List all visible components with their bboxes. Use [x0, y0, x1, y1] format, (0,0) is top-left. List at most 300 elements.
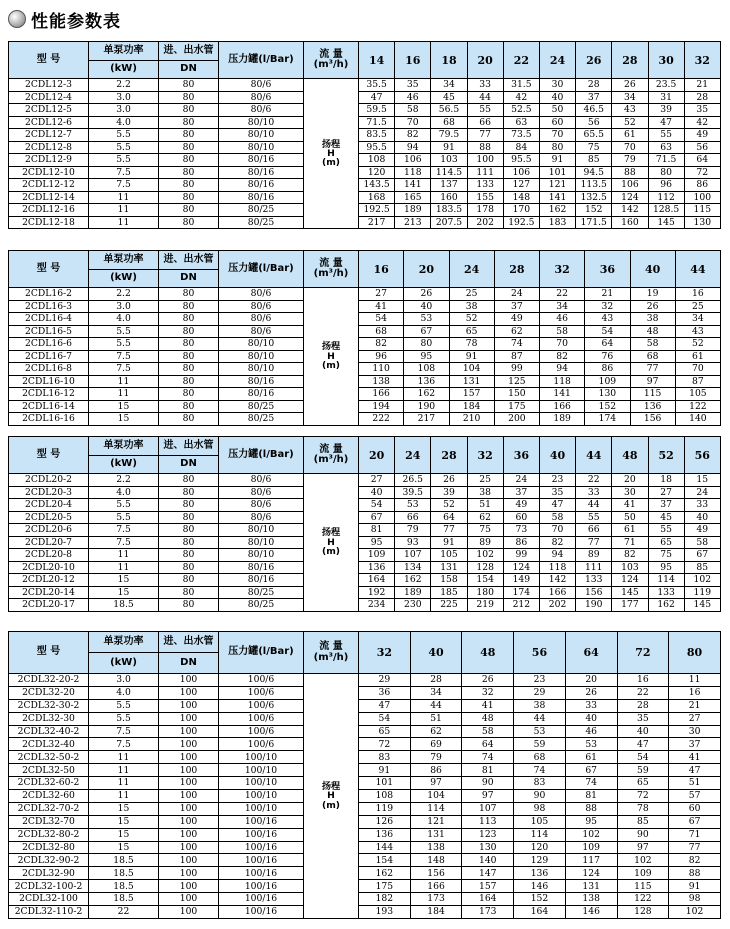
tank-cell: 80/16	[219, 166, 304, 179]
tank-cell: 80/10	[219, 524, 304, 537]
head-value-cell: 22	[540, 288, 585, 301]
head-value-cell: 54	[359, 712, 411, 725]
head-value-cell: 124	[565, 867, 617, 880]
power-cell: 5.5	[89, 129, 159, 142]
head-value-cell: 150	[494, 388, 539, 401]
head-value-cell: 67	[669, 815, 721, 828]
tank-cell: 80/25	[219, 586, 304, 599]
head-value-cell: 72	[359, 738, 411, 751]
head-value-cell: 29	[359, 674, 411, 687]
head-value-cell: 52	[431, 499, 467, 512]
head-value-cell: 51	[669, 777, 721, 790]
head-value-cell: 119	[359, 802, 411, 815]
model-cell: 2CDL16-14	[9, 400, 89, 413]
head-value-cell: 86	[585, 363, 630, 376]
dn-cell: 80	[159, 388, 219, 401]
flow-value: 24	[539, 42, 575, 79]
tank-cell: 80/6	[219, 486, 304, 499]
head-value-cell: 28	[684, 91, 720, 104]
flow-value: 14	[359, 42, 395, 79]
head-value-cell: 38	[514, 699, 566, 712]
head-value-cell: 124	[503, 561, 539, 574]
head-value-cell: 70	[675, 363, 720, 376]
head-value-cell: 166	[359, 388, 404, 401]
head-value-cell: 138	[359, 375, 404, 388]
flow-value: 28	[612, 42, 648, 79]
head-value-cell: 43	[585, 313, 630, 326]
head-value-cell: 28	[410, 674, 462, 687]
head-value-cell: 173	[462, 906, 514, 919]
header-pipe-unit: DN	[159, 653, 219, 674]
head-value-cell: 57	[669, 790, 721, 803]
dn-cell: 80	[159, 288, 219, 301]
head-value-cell: 56	[576, 116, 612, 129]
tank-cell: 80/6	[219, 313, 304, 326]
head-value-cell: 40	[617, 725, 669, 738]
head-value-cell: 75	[576, 141, 612, 154]
head-value-cell: 53	[514, 725, 566, 738]
flow-value: 40	[410, 632, 462, 674]
head-value-cell: 111	[576, 561, 612, 574]
head-value-cell: 102	[617, 854, 669, 867]
table-row	[9, 154, 721, 167]
head-symbol: H	[327, 147, 335, 159]
head-value-cell: 166	[539, 586, 575, 599]
head-value-cell: 114	[514, 828, 566, 841]
head-value-cell: 103	[612, 561, 648, 574]
head-value-cell: 145	[684, 599, 720, 612]
head-value-cell: 100	[684, 191, 720, 204]
dn-cell: 100	[159, 906, 219, 919]
flow-value: 20	[404, 251, 449, 288]
head-value-cell: 174	[503, 586, 539, 599]
head-value-cell: 58	[462, 725, 514, 738]
head-value-cell: 82	[359, 338, 404, 351]
head-value-cell: 89	[467, 536, 503, 549]
table-row	[9, 764, 721, 777]
head-value-cell: 29	[514, 686, 566, 699]
page-title: 性能参数表	[31, 11, 121, 32]
head-value-cell: 32	[585, 300, 630, 313]
head-value-cell: 152	[514, 893, 566, 906]
table-row	[9, 191, 721, 204]
head-value-cell: 47	[359, 91, 395, 104]
head-value-cell: 35	[539, 486, 575, 499]
head-symbol: H	[327, 536, 335, 548]
head-value-cell: 157	[449, 388, 494, 401]
head-value-cell: 136	[359, 561, 395, 574]
table-row	[9, 777, 721, 790]
header-tank: 压力罐(l/Bar)	[219, 632, 304, 674]
flow-value: 32	[467, 437, 503, 474]
power-cell: 15	[89, 574, 159, 587]
flow-value: 36	[585, 251, 630, 288]
power-cell: 7.5	[89, 524, 159, 537]
dn-cell: 80	[159, 179, 219, 192]
head-value-cell: 62	[410, 725, 462, 738]
header-power: 单泵功率	[89, 437, 159, 456]
head-value-cell: 102	[669, 906, 721, 919]
dn-cell: 80	[159, 79, 219, 92]
table-row	[9, 599, 721, 612]
head-value-cell: 68	[630, 350, 675, 363]
header-flow-label: 流 量	[319, 48, 343, 60]
header-flow-unit: (m³/h)	[313, 651, 349, 663]
head-value-cell: 56	[684, 141, 720, 154]
tank-cell: 100/10	[219, 764, 304, 777]
head-value-cell: 27	[359, 288, 404, 301]
power-cell: 7.5	[89, 179, 159, 192]
table-row	[9, 486, 721, 499]
head-value-cell: 38	[630, 313, 675, 326]
flow-value: 32	[684, 42, 720, 79]
head-value-cell: 65	[648, 536, 684, 549]
dn-cell: 100	[159, 738, 219, 751]
power-cell: 15	[89, 400, 159, 413]
dn-cell: 100	[159, 751, 219, 764]
head-value-cell: 95	[648, 561, 684, 574]
head-value-cell: 145	[612, 586, 648, 599]
head-value-cell: 53	[404, 313, 449, 326]
dn-cell: 80	[159, 166, 219, 179]
head-value-cell: 185	[431, 586, 467, 599]
model-cell: 2CDL20-14	[9, 586, 89, 599]
model-cell: 2CDL12-4	[9, 91, 89, 104]
section-header	[8, 4, 121, 34]
head-value-cell: 84	[503, 141, 539, 154]
head-value-cell: 189	[540, 413, 585, 426]
head-value-cell: 70	[539, 524, 575, 537]
head-value-cell: 34	[540, 300, 585, 313]
head-value-cell: 70	[540, 338, 585, 351]
flow-value: 20	[467, 42, 503, 79]
power-cell: 11	[89, 561, 159, 574]
head-value-cell: 225	[431, 599, 467, 612]
head-value-cell: 136	[404, 375, 449, 388]
tank-cell: 80/10	[219, 129, 304, 142]
head-value-cell: 95	[565, 815, 617, 828]
head-value-cell: 128	[467, 561, 503, 574]
head-value-cell: 50	[612, 511, 648, 524]
head-value-cell: 36	[359, 686, 411, 699]
power-cell: 4.0	[89, 313, 159, 326]
head-value-cell: 40	[359, 486, 395, 499]
head-value-cell: 96	[359, 350, 404, 363]
tank-cell: 80/6	[219, 474, 304, 487]
model-cell: 2CDL16-2	[9, 288, 89, 301]
head-value-cell: 156	[576, 586, 612, 599]
header-flow-unit: (m³/h)	[313, 59, 349, 70]
head-value-cell: 26	[630, 300, 675, 313]
head-value-cell: 98	[669, 893, 721, 906]
head-value-cell: 35.5	[359, 79, 395, 92]
tank-cell: 100/10	[219, 777, 304, 790]
head-value-cell: 112	[648, 191, 684, 204]
dn-cell: 100	[159, 828, 219, 841]
head-value-cell: 76	[585, 350, 630, 363]
flow-value: 20	[359, 437, 395, 474]
head-value-cell: 165	[395, 191, 431, 204]
head-value-cell: 219	[467, 599, 503, 612]
head-value-cell: 107	[395, 549, 431, 562]
head-value-cell: 52	[675, 338, 720, 351]
tank-cell: 100/16	[219, 906, 304, 919]
table-row	[9, 166, 721, 179]
head-value-cell: 43	[675, 325, 720, 338]
table-row	[9, 116, 721, 129]
head-value-cell: 83.5	[359, 129, 395, 142]
head-unit: (m)	[322, 545, 340, 557]
model-cell: 2CDL32-40-2	[9, 725, 89, 738]
head-value-cell: 39.5	[395, 486, 431, 499]
head-value-cell: 33	[467, 79, 503, 92]
head-value-cell: 34	[431, 79, 467, 92]
head-value-cell: 83	[359, 751, 411, 764]
header-flow-label: 流 量	[319, 641, 343, 652]
table-row	[9, 738, 721, 751]
head-value-cell: 152	[585, 400, 630, 413]
model-cell: 2CDL20-3	[9, 486, 89, 499]
head-value-cell: 160	[612, 216, 648, 229]
head-value-cell: 51	[410, 712, 462, 725]
model-cell: 2CDL16-8	[9, 363, 89, 376]
table-row	[9, 790, 721, 803]
head-value-cell: 37	[648, 499, 684, 512]
dn-cell: 80	[159, 104, 219, 117]
head-value-cell: 59.5	[359, 104, 395, 117]
head-value-cell: 26	[565, 686, 617, 699]
model-cell: 2CDL20-8	[9, 549, 89, 562]
dn-cell: 80	[159, 129, 219, 142]
head-value-cell: 49	[503, 499, 539, 512]
header-flow	[304, 437, 359, 474]
head-value-cell: 75	[467, 524, 503, 537]
performance-table-cdl16	[8, 250, 721, 426]
head-value-cell: 39	[648, 104, 684, 117]
table-row	[9, 511, 721, 524]
dn-cell: 100	[159, 674, 219, 687]
head-value-cell: 131	[565, 880, 617, 893]
head-value-cell: 52	[612, 116, 648, 129]
model-cell: 2CDL32-30-2	[9, 699, 89, 712]
table-row	[9, 325, 721, 338]
power-cell: 7.5	[89, 536, 159, 549]
head-value-cell: 200	[494, 413, 539, 426]
tank-cell: 80/16	[219, 154, 304, 167]
head-value-cell: 27	[648, 486, 684, 499]
head-value-cell: 77	[431, 524, 467, 537]
flow-value: 44	[576, 437, 612, 474]
tank-cell: 80/6	[219, 511, 304, 524]
head-value-cell: 100	[467, 154, 503, 167]
head-value-cell: 44	[410, 699, 462, 712]
model-cell: 2CDL32-40	[9, 738, 89, 751]
head-value-cell: 133	[648, 586, 684, 599]
model-cell: 2CDL16-12	[9, 388, 89, 401]
head-value-cell: 121	[410, 815, 462, 828]
dn-cell: 100	[159, 764, 219, 777]
head-value-cell: 21	[684, 79, 720, 92]
head-value-cell: 34	[410, 686, 462, 699]
head-value-cell: 54	[617, 751, 669, 764]
head-value-cell: 98	[514, 802, 566, 815]
flow-value: 56	[684, 437, 720, 474]
head-value-cell: 82	[539, 536, 575, 549]
head-value-cell: 39	[431, 486, 467, 499]
head-value-cell: 44	[514, 712, 566, 725]
head-value-cell: 178	[467, 204, 503, 217]
head-value-cell: 66	[467, 116, 503, 129]
dn-cell: 100	[159, 686, 219, 699]
flow-value: 16	[395, 42, 431, 79]
table-row	[9, 288, 721, 301]
head-value-cell: 30	[539, 79, 575, 92]
head-value-cell: 114	[648, 574, 684, 587]
tank-cell: 80/16	[219, 375, 304, 388]
table-row	[9, 179, 721, 192]
head-value-cell: 115	[630, 388, 675, 401]
head-value-cell: 58	[395, 104, 431, 117]
table-row	[9, 712, 721, 725]
head-value-cell: 102	[467, 549, 503, 562]
head-value-cell: 54	[359, 499, 395, 512]
head-value-cell: 134	[395, 561, 431, 574]
head-value-cell: 40	[404, 300, 449, 313]
header-flow-unit: (m³/h)	[313, 454, 349, 465]
head-value-cell: 118	[539, 561, 575, 574]
head-value-cell: 207.5	[431, 216, 467, 229]
head-value-cell: 162	[539, 204, 575, 217]
header-model: 型 号	[9, 42, 89, 79]
table-row	[9, 867, 721, 880]
dn-cell: 80	[159, 154, 219, 167]
head-value-cell: 58	[684, 536, 720, 549]
head-value-cell: 118	[540, 375, 585, 388]
head-value-cell: 122	[675, 400, 720, 413]
head-value-cell: 25	[467, 474, 503, 487]
head-value-cell: 162	[395, 574, 431, 587]
power-cell: 15	[89, 413, 159, 426]
head-value-cell: 131	[410, 828, 462, 841]
power-cell: 3.0	[89, 674, 159, 687]
tank-cell: 80/25	[219, 400, 304, 413]
power-cell: 7.5	[89, 363, 159, 376]
head-value-cell: 20	[565, 674, 617, 687]
head-value-cell: 148	[410, 854, 462, 867]
head-value-cell: 162	[359, 867, 411, 880]
head-value-cell: 49	[684, 129, 720, 142]
head-value-cell: 177	[612, 599, 648, 612]
head-value-cell: 60	[669, 802, 721, 815]
head-label: 扬程	[321, 781, 341, 793]
head-value-cell: 47	[617, 738, 669, 751]
head-value-cell: 152	[576, 204, 612, 217]
head-value-cell: 55	[648, 129, 684, 142]
header-pipe-unit: DN	[159, 60, 219, 79]
head-value-cell: 64	[431, 511, 467, 524]
head-value-cell: 80	[648, 166, 684, 179]
header-model: 型 号	[9, 632, 89, 674]
head-value-cell: 58	[630, 338, 675, 351]
dn-cell: 80	[159, 599, 219, 612]
table-row	[9, 686, 721, 699]
header-flow-label: 流 量	[319, 257, 343, 269]
head-value-cell: 83	[514, 777, 566, 790]
model-cell: 2CDL12-8	[9, 141, 89, 154]
tank-cell: 100/10	[219, 790, 304, 803]
header-flow-unit: (m³/h)	[313, 268, 349, 279]
table-row	[9, 828, 721, 841]
tank-cell: 100/10	[219, 802, 304, 815]
head-value-cell: 132.5	[576, 191, 612, 204]
head-value-cell: 61	[565, 751, 617, 764]
head-value-cell: 23.5	[648, 79, 684, 92]
head-value-cell: 87	[494, 350, 539, 363]
head-value-cell: 23	[514, 674, 566, 687]
head-value-cell: 166	[540, 400, 585, 413]
head-value-cell: 37	[503, 486, 539, 499]
model-cell: 2CDL32-100	[9, 893, 89, 906]
head-value-cell: 106	[612, 179, 648, 192]
dn-cell: 80	[159, 325, 219, 338]
head-value-cell: 32	[462, 686, 514, 699]
tank-cell: 100/10	[219, 751, 304, 764]
tank-cell: 100/16	[219, 815, 304, 828]
head-value-cell: 78	[617, 802, 669, 815]
dn-cell: 80	[159, 116, 219, 129]
head-value-cell: 154	[467, 574, 503, 587]
head-value-cell: 142	[612, 204, 648, 217]
tank-cell: 80/25	[219, 413, 304, 426]
dn-cell: 80	[159, 216, 219, 229]
head-value-cell: 85	[617, 815, 669, 828]
dn-cell: 80	[159, 499, 219, 512]
head-value-cell: 82	[612, 549, 648, 562]
head-value-cell: 128	[617, 906, 669, 919]
head-value-cell: 61	[612, 524, 648, 537]
power-cell: 4.0	[89, 486, 159, 499]
head-value-cell: 22	[576, 474, 612, 487]
power-cell: 5.5	[89, 511, 159, 524]
head-label: 扬程	[321, 527, 341, 539]
head-value-cell: 128.5	[648, 204, 684, 217]
head-value-cell: 16	[669, 686, 721, 699]
header-pipe-unit: DN	[159, 269, 219, 288]
head-label: 扬程	[321, 138, 341, 150]
head-value-cell: 156	[410, 867, 462, 880]
model-cell: 2CDL12-10	[9, 166, 89, 179]
head-value-cell: 27	[669, 712, 721, 725]
dn-cell: 80	[159, 474, 219, 487]
head-value-cell: 62	[494, 325, 539, 338]
head-value-cell: 63	[503, 116, 539, 129]
head-value-cell: 50	[539, 104, 575, 117]
dn-cell: 100	[159, 893, 219, 906]
head-value-cell: 102	[684, 574, 720, 587]
head-value-cell: 141	[540, 388, 585, 401]
head-value-cell: 37	[494, 300, 539, 313]
head-value-cell: 24	[503, 474, 539, 487]
dn-cell: 80	[159, 204, 219, 217]
head-value-cell: 130	[462, 841, 514, 854]
head-value-cell: 114	[410, 802, 462, 815]
head-value-cell: 154	[359, 854, 411, 867]
head-value-cell: 184	[410, 906, 462, 919]
model-cell: 2CDL20-6	[9, 524, 89, 537]
head-value-cell: 194	[359, 400, 404, 413]
header-power-unit: (kW)	[89, 269, 159, 288]
head-value-cell: 137	[431, 179, 467, 192]
